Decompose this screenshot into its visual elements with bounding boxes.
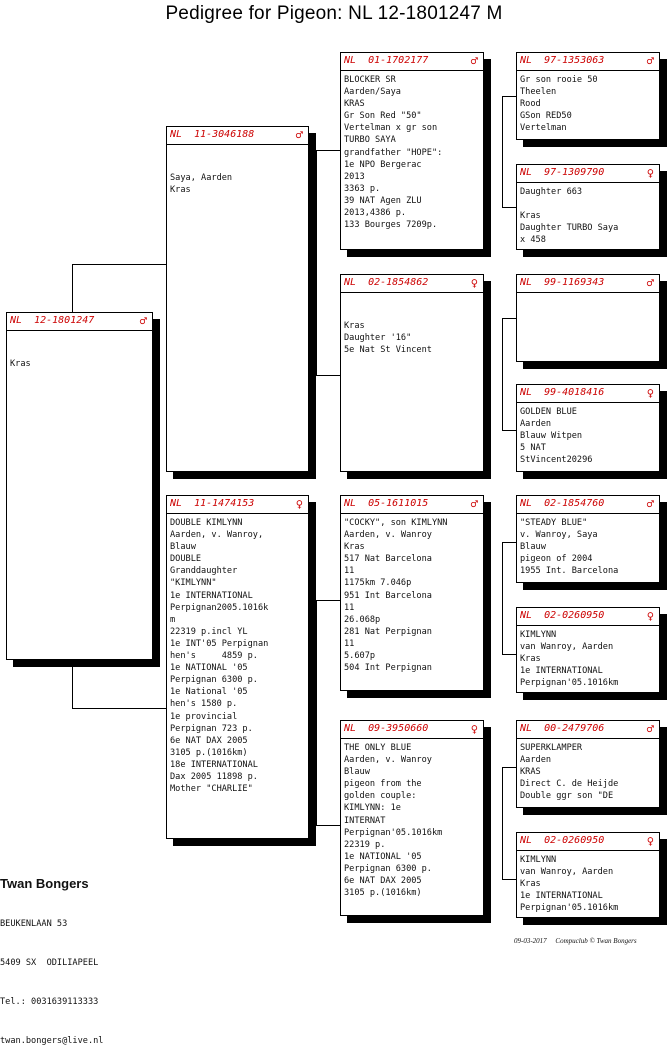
detail-line (170, 148, 308, 160)
female-icon: ♀ (646, 166, 654, 180)
detail-line: 1e NATIONAL '05 (344, 851, 422, 862)
ring-number: NL 09-3950660 (344, 723, 429, 734)
detail-line: Kras (344, 321, 365, 332)
pigeon-details (517, 514, 659, 577)
ring-number: NL 05-1611015 (344, 498, 429, 509)
detail-line: 1e NATIONAL '05 (170, 663, 248, 674)
detail-line: Aarden/Saya (344, 87, 401, 98)
ring-number: NL 97-1353063 (520, 55, 605, 66)
detail-line: Gr son rooie 50 (520, 75, 598, 85)
male-icon: ♂ (646, 497, 654, 511)
male-icon: ♂ (646, 54, 654, 68)
detail-line (10, 334, 152, 346)
female-icon: ♀ (295, 497, 303, 511)
detail-line: KIMLYNN (520, 630, 557, 640)
detail-line: TURBO SAYA (344, 135, 396, 146)
detail-line: 6e NAT DAX 2005 (344, 876, 422, 887)
detail-line: GOLDEN BLUE (520, 407, 577, 417)
detail-line: "STEADY BLUE" (520, 518, 588, 528)
detail-line: Perpignan 6300 p. (170, 675, 258, 686)
male-icon: ♂ (646, 722, 654, 736)
detail-line: Dax 2005 11898 p. (170, 771, 258, 782)
detail-line: 22319 p.incl YL (170, 626, 248, 637)
ring-number: NL 02-1854862 (344, 277, 429, 288)
connector (316, 600, 317, 825)
connector (72, 264, 166, 265)
pigeon-details (517, 403, 659, 466)
pigeon-card-sire-dam[interactable] (340, 274, 484, 472)
detail-line: 18e INTERNATIONAL (170, 759, 258, 770)
ring-number: NL 11-3046188 (170, 129, 255, 140)
pigeon-details (517, 851, 659, 914)
detail-line: 1e INT'05 Perpignan (170, 638, 269, 649)
detail-line: hen's 4859 p. (170, 651, 258, 662)
detail-line: Perpignan2005.1016k (170, 602, 269, 613)
detail-line: 3105 p.(1016km) (344, 888, 422, 899)
detail-line: m (170, 614, 176, 625)
pigeon-details (517, 293, 659, 296)
pigeon-details (517, 626, 659, 689)
pigeon-card-ggp-1[interactable] (516, 52, 660, 140)
detail-line: Perpignan'05.1016km (344, 827, 443, 838)
page-title: Pedigree for Pigeon: NL 12-1801247 M (165, 3, 503, 24)
detail-line (520, 198, 659, 210)
pigeon-details (341, 71, 483, 231)
detail-line: Aarden, v. Wanroy, (170, 530, 264, 541)
detail-line: golden couple: (344, 791, 417, 802)
detail-line: 1e INTERNATIONAL (170, 590, 253, 601)
detail-line: Perpignan'05.1016km (520, 678, 619, 689)
detail-line: Kras (520, 211, 541, 222)
footer-credit: 09-03-2017 Compuclub © Twan Bongers (514, 937, 637, 945)
detail-line: Vertelman (520, 123, 567, 134)
pigeon-details (167, 514, 308, 795)
detail-line: KRAS (520, 767, 541, 778)
ring-number: NL 12-1801247 (10, 315, 95, 326)
detail-line: 1e INTERNATIONAL (520, 891, 603, 902)
detail-line: Aarden (520, 419, 552, 430)
connector (316, 600, 340, 601)
ring-number: NL 97-1309790 (520, 167, 605, 178)
detail-line: Blauw (344, 767, 370, 778)
pigeon-card-ggp-5[interactable] (516, 495, 660, 583)
connector (72, 708, 166, 709)
detail-line: Kras (170, 185, 191, 196)
female-icon: ♀ (646, 834, 654, 848)
pigeon-card-dam-dam[interactable] (340, 720, 484, 916)
detail-line: Granddaughter (170, 566, 238, 577)
detail-line: Kras (520, 879, 541, 890)
detail-line: Aarden, v. Wanroy (344, 530, 432, 541)
owner-email: twan.bongers@live.nl (0, 1036, 104, 1046)
detail-line: Aarden (520, 755, 552, 766)
ring-number: NL 02-0260950 (520, 610, 605, 621)
connector (502, 767, 503, 879)
ring-number: NL 02-0260950 (520, 835, 605, 846)
pigeon-card-dam[interactable] (166, 495, 309, 839)
detail-line: Direct C. de Heijde (520, 779, 619, 790)
connector (502, 318, 503, 430)
male-icon: ♂ (470, 54, 478, 68)
detail-line: Kras (10, 359, 31, 370)
detail-line: Perpignan'05.1016km (520, 903, 619, 914)
detail-line: INTERNAT (344, 815, 386, 826)
detail-line: 1955 Int. Barcelona (520, 566, 619, 577)
detail-line: 5e Nat St Vincent (344, 345, 432, 356)
detail-line: Double ggr son "DE (520, 791, 614, 802)
ring-number: NL 99-4018416 (520, 387, 605, 398)
detail-line: v. Wanroy, Saya (520, 530, 598, 541)
pigeon-card-ggp-7[interactable] (516, 720, 660, 808)
detail-line: DOUBLE (170, 554, 202, 565)
pigeon-details (341, 293, 483, 356)
detail-line: Gr Son Red "50" (344, 111, 422, 122)
detail-line (170, 160, 308, 172)
pigeon-card-ggp-4[interactable] (516, 384, 660, 472)
detail-line: 5.607p (344, 651, 376, 662)
owner-name: Twan Bongers (0, 876, 89, 891)
detail-line: Kras (520, 654, 541, 665)
pigeon-card-self[interactable] (6, 312, 153, 660)
detail-line: Daughter 663 (520, 187, 583, 197)
owner-city: 5409 SX ODILIAPEEL (0, 958, 99, 968)
detail-line (344, 296, 483, 308)
detail-line: 26.068p (344, 614, 381, 625)
female-icon: ♀ (470, 276, 478, 290)
connector (502, 207, 516, 208)
detail-line: KRAS (344, 99, 365, 110)
detail-line: 1e provincial (170, 711, 238, 722)
detail-line: Rood (520, 99, 541, 110)
detail-line: van Wanroy, Aarden (520, 642, 614, 653)
detail-line: 504 Int Perpignan (344, 663, 432, 674)
ring-number: NL 00-2479706 (520, 723, 605, 734)
detail-line: 133 Bourges 7209p. (344, 220, 438, 231)
detail-line: 281 Nat Perpignan (344, 626, 432, 637)
detail-line: StVincent20296 (520, 455, 593, 466)
detail-line: Blauw Witpen (520, 431, 583, 442)
detail-line: 517 Nat Barcelona (344, 554, 432, 565)
owner-info (0, 850, 103, 1061)
male-icon: ♂ (470, 497, 478, 511)
detail-line: x 458 (520, 235, 546, 246)
detail-line: grandfather "HOPE": (344, 147, 443, 158)
detail-line: 2013,4386 p. (344, 208, 407, 219)
connector (502, 542, 516, 543)
female-icon: ♀ (470, 722, 478, 736)
connector (502, 879, 516, 880)
owner-phone: Tel.: 0031639113333 (0, 997, 99, 1007)
pigeon-card-sire-sire[interactable] (340, 52, 484, 250)
detail-line (344, 308, 483, 320)
pigeon-card-sire[interactable] (166, 126, 309, 472)
detail-line: "KIMLYNN" (170, 578, 217, 589)
detail-line: Mother "CHARLIE" (170, 784, 253, 795)
connector (502, 767, 516, 768)
detail-line: 1e National '05 (170, 687, 248, 698)
detail-line: 3363 p. (344, 183, 381, 194)
female-icon: ♀ (646, 609, 654, 623)
detail-line: Aarden, v. Wanroy (344, 755, 432, 766)
detail-line: hen's 1580 p. (170, 699, 238, 710)
pigeon-details (341, 514, 483, 674)
detail-line: 11 (344, 638, 355, 649)
detail-line: "COCKY", son KIMLYNN (344, 518, 448, 528)
female-icon: ♀ (646, 386, 654, 400)
detail-line: BLOCKER SR (344, 75, 396, 85)
connector (502, 430, 516, 431)
connector (502, 654, 516, 655)
connector (502, 96, 516, 97)
detail-line: 11 (344, 566, 355, 577)
pigeon-card-ggp-8[interactable] (516, 832, 660, 918)
connector (502, 96, 503, 207)
detail-line: Saya, Aarden (170, 173, 233, 184)
detail-line: KIMLYNN (520, 855, 557, 865)
detail-line: Blauw (170, 542, 196, 553)
detail-line: Kras (344, 542, 365, 553)
detail-line: 6e NAT DAX 2005 (170, 735, 248, 746)
male-icon: ♂ (646, 276, 654, 290)
pigeon-card-ggp-2[interactable] (516, 164, 660, 250)
detail-line: van Wanroy, Aarden (520, 867, 614, 878)
detail-line: 11 (344, 602, 355, 613)
owner-street: BEUKENLAAN 53 (0, 919, 68, 929)
pigeon-card-dam-sire[interactable] (340, 495, 484, 691)
detail-line: Perpignan 723 p. (170, 723, 253, 734)
detail-line: 2013 (344, 171, 365, 182)
detail-line: Daughter TURBO Saya (520, 223, 619, 234)
detail-line: Blauw (520, 542, 546, 553)
connector (316, 150, 317, 375)
detail-line: 951 Int Barcelona (344, 590, 432, 601)
connector (316, 150, 340, 151)
pigeon-details (517, 183, 659, 246)
pigeon-details (7, 331, 152, 370)
ring-number: NL 11-1474153 (170, 498, 255, 509)
ring-number: NL 02-1854760 (520, 498, 605, 509)
detail-line: DOUBLE KIMLYNN (170, 518, 243, 528)
detail-line: pigeon from the (344, 779, 422, 790)
male-icon: ♂ (139, 314, 147, 328)
detail-line (10, 346, 152, 358)
pigeon-card-ggp-6[interactable] (516, 607, 660, 693)
pigeon-details (517, 739, 659, 802)
ring-number: NL 01-1702177 (344, 55, 429, 66)
pigeon-details (167, 145, 308, 196)
detail-line: 22319 p. (344, 839, 386, 850)
connector (502, 542, 503, 654)
detail-line: GSon RED50 (520, 111, 572, 122)
connector (316, 375, 340, 376)
detail-line: 3105 p.(1016km) (170, 747, 248, 758)
detail-line: THE ONLY BLUE (344, 743, 412, 753)
pigeon-card-ggp-3[interactable] (516, 274, 660, 362)
detail-line: Daughter '16" (344, 333, 412, 344)
detail-line: pigeon of 2004 (520, 554, 593, 565)
detail-line: 39 NAT Agen ZLU (344, 195, 422, 206)
pigeon-details (517, 71, 659, 134)
male-icon: ♂ (295, 128, 303, 142)
detail-line: Perpignan 6300 p. (344, 863, 432, 874)
detail-line: 1e INTERNATIONAL (520, 666, 603, 677)
detail-line: Vertelman x gr son (344, 123, 438, 134)
detail-line: SUPERKLAMPER (520, 743, 583, 753)
detail-line: 5 NAT (520, 443, 546, 454)
detail-line: KIMLYNN: 1e (344, 803, 401, 814)
detail-line: Theelen (520, 87, 557, 98)
ring-number: NL 99-1169343 (520, 277, 605, 288)
connector (316, 825, 340, 826)
connector (502, 318, 516, 319)
pigeon-details (341, 739, 483, 899)
detail-line: 1e NPO Bergerac (344, 159, 422, 170)
detail-line: 1175km 7.046p (344, 578, 412, 589)
